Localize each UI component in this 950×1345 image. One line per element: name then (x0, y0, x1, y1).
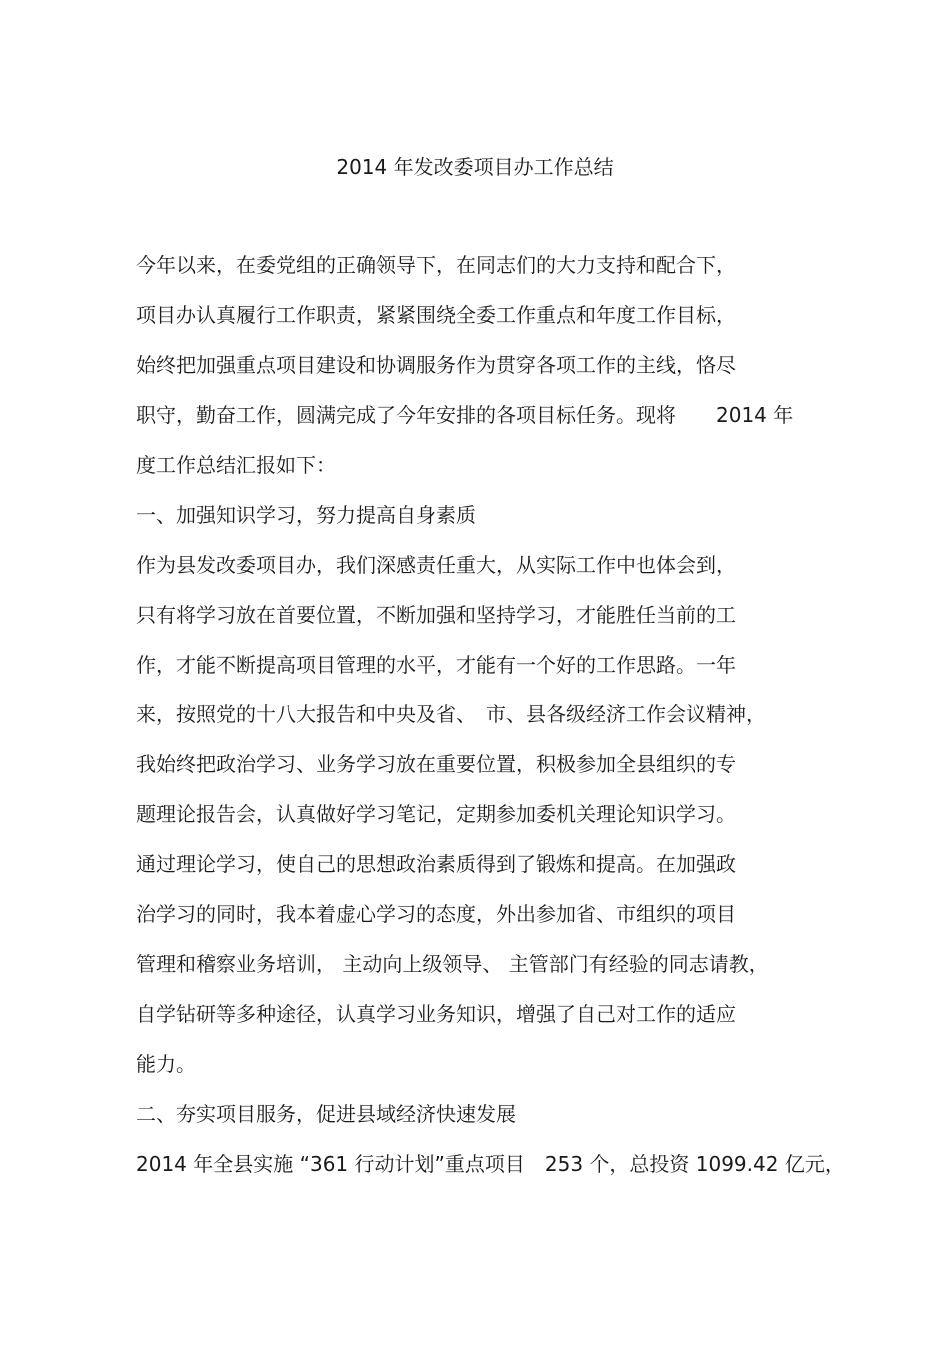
body-line-4: 职守，勤奋工作，圆满完成了今年安排的各项目标任务。现将 2014 年 (136, 402, 794, 427)
body-line-3: 始终把加强重点项目建设和协调服务作为贯穿各项工作的主线，恪尽 (136, 352, 736, 377)
body-line-14: 治学习的同时，我本着虚心学习的态度，外出参加省、市组织的项目 (136, 902, 736, 927)
body-line-8: 只有将学习放在首要位置，不断加强和坚持学习，才能胜任当前的工 (136, 602, 736, 627)
document-body (136, 250, 845, 1199)
body-line-5: 度工作总结汇报如下： (136, 452, 336, 477)
body-line-10: 来，按照党的十八大报告和中央及省、 市、县各级经济工作会议精神， (136, 702, 766, 727)
body-line-15: 管理和稽察业务培训， 主动向上级领导、 主管部门有经验的同志请教， (136, 952, 769, 977)
body-line-19: 2014 年全县实施 “361 行动计划”重点项目 253 个，总投资 1099.42 亿元， (136, 1151, 845, 1176)
section-heading-1: 一、加强知识学习，努力提高自身素质 (136, 502, 476, 527)
body-line-2: 项目办认真履行工作职责，紧紧围绕全委工作重点和年度工作目标， (136, 302, 736, 327)
body-line-7: 作为县发改委项目办，我们深感责任重大，从实际工作中也体会到， (136, 552, 736, 577)
section-heading-2: 二、夯实项目服务，促进县域经济快速发展 (136, 1101, 516, 1126)
body-line-1: 今年以来，在委党组的正确领导下，在同志们的大力支持和配合下， (136, 253, 736, 277)
body-line-16: 自学钻研等多种途径，认真学习业务知识，增强了自己对工作的适应 (136, 1002, 736, 1027)
body-line-12: 题理论报告会，认真做好学习笔记，定期参加委机关理论知识学习。 (136, 802, 736, 827)
body-line-11: 我始终把政治学习、业务学习放在重要位置，积极参加全县组织的专 (136, 752, 736, 777)
body-line-9: 作，才能不断提高项目管理的水平，才能有一个好的工作思路。一年 (136, 652, 736, 677)
document-title: 2014 年发改委项目办工作总结 (336, 155, 614, 179)
body-line-13: 通过理论学习，使自己的思想政治素质得到了锻炼和提高。在加强政 (136, 852, 736, 877)
body-line-17: 能力。 (136, 1052, 196, 1076)
